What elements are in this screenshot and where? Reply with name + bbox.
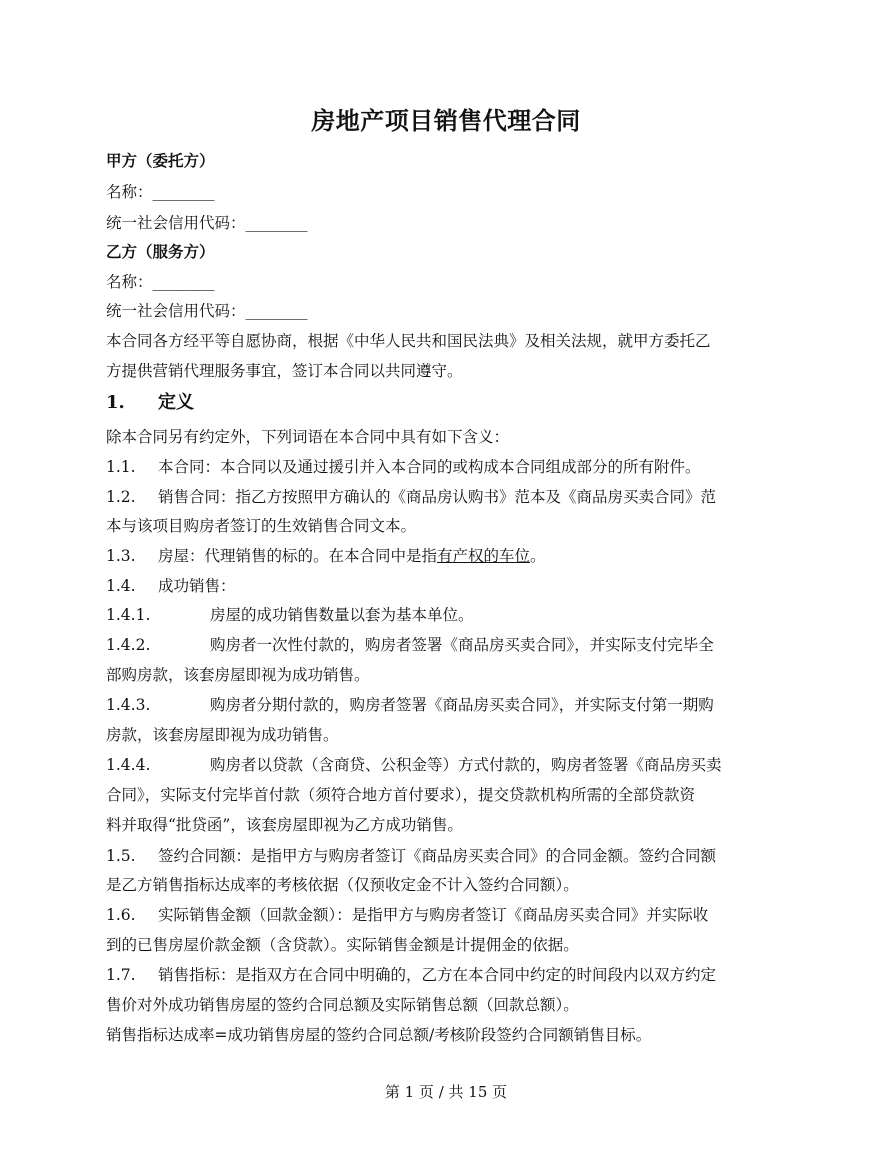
clause-number: 1.7. — [106, 966, 136, 984]
clause-1-4-4-cont-2: 料并取得“批贷函”，该套房屋即视为乙方成功销售。 — [106, 816, 463, 834]
clause-text: 购房者以贷款（含商贷、公积金等）方式付款的，购房者签署《商品房买卖 — [210, 756, 722, 774]
clause-1-7 — [106, 964, 716, 986]
clause-1-4 — [106, 575, 236, 597]
clause-1-3 — [106, 545, 546, 567]
clause-text: 房屋的成功销售数量以套为基本单位。 — [210, 606, 474, 624]
clause-1-2 — [106, 486, 716, 508]
clause-text: 本合同：本合同以及通过援引并入本合同的或构成本合同组成部分的所有附件。 — [158, 458, 701, 476]
clause-text: 销售指标：是指双方在合同中明确的，乙方在本合同中约定的时间段内以双方约定 — [158, 966, 717, 984]
clause-text: 成功销售： — [158, 577, 236, 595]
section-1-title: 定义 — [158, 392, 194, 413]
clause-1-6 — [106, 904, 708, 926]
clause-number: 1.4.4. — [106, 756, 151, 774]
clause-text: 销售合同：指乙方按照甲方确认的《商品房认购书》范本及《商品房买卖合同》范 — [158, 488, 717, 506]
clause-number: 1.3. — [106, 547, 136, 565]
party-a-heading: 甲方（委托方） — [106, 151, 215, 170]
clause-number: 1.5. — [106, 847, 136, 865]
clause-1-4-3 — [106, 694, 714, 716]
clause-1-4-2-cont: 部购房款，该套房屋即视为成功销售。 — [106, 666, 370, 684]
party-b-heading: 乙方（服务方） — [106, 242, 215, 261]
clause-1-6-cont: 到的已售房屋价款金额（含贷款）。实际销售金额是计提佣金的依据。 — [106, 936, 579, 954]
clause-number: 1.4.3. — [106, 696, 151, 714]
clause-1-4-3-cont: 房款，该套房屋即视为成功销售。 — [106, 726, 339, 744]
section-1-lead: 除本合同另有约定外，下列词语在本合同中具有如下含义： — [106, 428, 510, 446]
party-b-name: 名称：________ — [106, 273, 215, 291]
document-title: 房地产项目销售代理合同 — [311, 106, 581, 135]
clause-1-4-2 — [106, 634, 714, 656]
clause-1-4-1 — [106, 604, 474, 626]
clause-number: 1.4.1. — [106, 606, 151, 624]
party-a-code: 统一社会信用代码：________ — [106, 214, 308, 232]
formula-line: 销售指标达成率=成功销售房屋的签约合同总额/考核阶段签约合同额销售目标。 — [106, 1026, 652, 1044]
clause-text: 签约合同额：是指甲方与购房者签订《商品房买卖合同》的合同金额。签约合同额 — [158, 847, 717, 865]
clause-number: 1.2. — [106, 488, 136, 506]
clause-1-1 — [106, 456, 701, 478]
clause-number: 1.4. — [106, 577, 136, 595]
party-b-code: 统一社会信用代码：________ — [106, 302, 308, 320]
clause-text-end: 。 — [530, 547, 546, 565]
intro-line-2: 方提供营销代理服务事宜，签订本合同以共同遵守。 — [106, 362, 463, 380]
clause-text: 购房者分期付款的，购房者签署《商品房买卖合同》，并实际支付第一期购 — [210, 696, 714, 714]
intro-line-1: 本合同各方经平等自愿协商，根据《中华人民共和国民法典》及相关法规，就甲方委托乙 — [106, 332, 711, 350]
section-1-heading — [106, 392, 194, 414]
party-a-name: 名称：________ — [106, 183, 215, 201]
clause-number: 1.1. — [106, 458, 136, 476]
section-1-number: 1. — [106, 392, 125, 413]
clause-text: 实际销售金额（回款金额）：是指甲方与购房者签订《商品房买卖合同》并实际收 — [158, 906, 709, 924]
clause-number: 1.4.2. — [106, 636, 151, 654]
clause-1-4-4-cont-1: 合同》，实际支付完毕首付款（须符合地方首付要求），提交贷款机构所需的全部贷款资 — [106, 786, 696, 804]
clause-1-7-cont: 售价对外成功销售房屋的签约合同总额及实际销售总额（回款总额）。 — [106, 996, 579, 1014]
clause-number: 1.6. — [106, 906, 136, 924]
clause-1-5-cont: 是乙方销售指标达成率的考核依据（仅预收定金不计入签约合同额）。 — [106, 876, 579, 894]
clause-text: 房屋：代理销售的标的。在本合同中是指 — [158, 547, 438, 565]
clause-text: 购房者一次性付款的，购房者签署《商品房买卖合同》，并实际支付完毕全 — [210, 636, 714, 654]
clause-1-5 — [106, 845, 716, 867]
clause-underlined-text: 有产权的车位 — [437, 547, 531, 565]
clause-1-2-cont: 本与该项目购房者签订的生效销售合同文本。 — [106, 517, 417, 535]
clause-1-4-4 — [106, 754, 722, 776]
page-footer: 第 1 页 / 共 15 页 — [384, 1083, 508, 1101]
